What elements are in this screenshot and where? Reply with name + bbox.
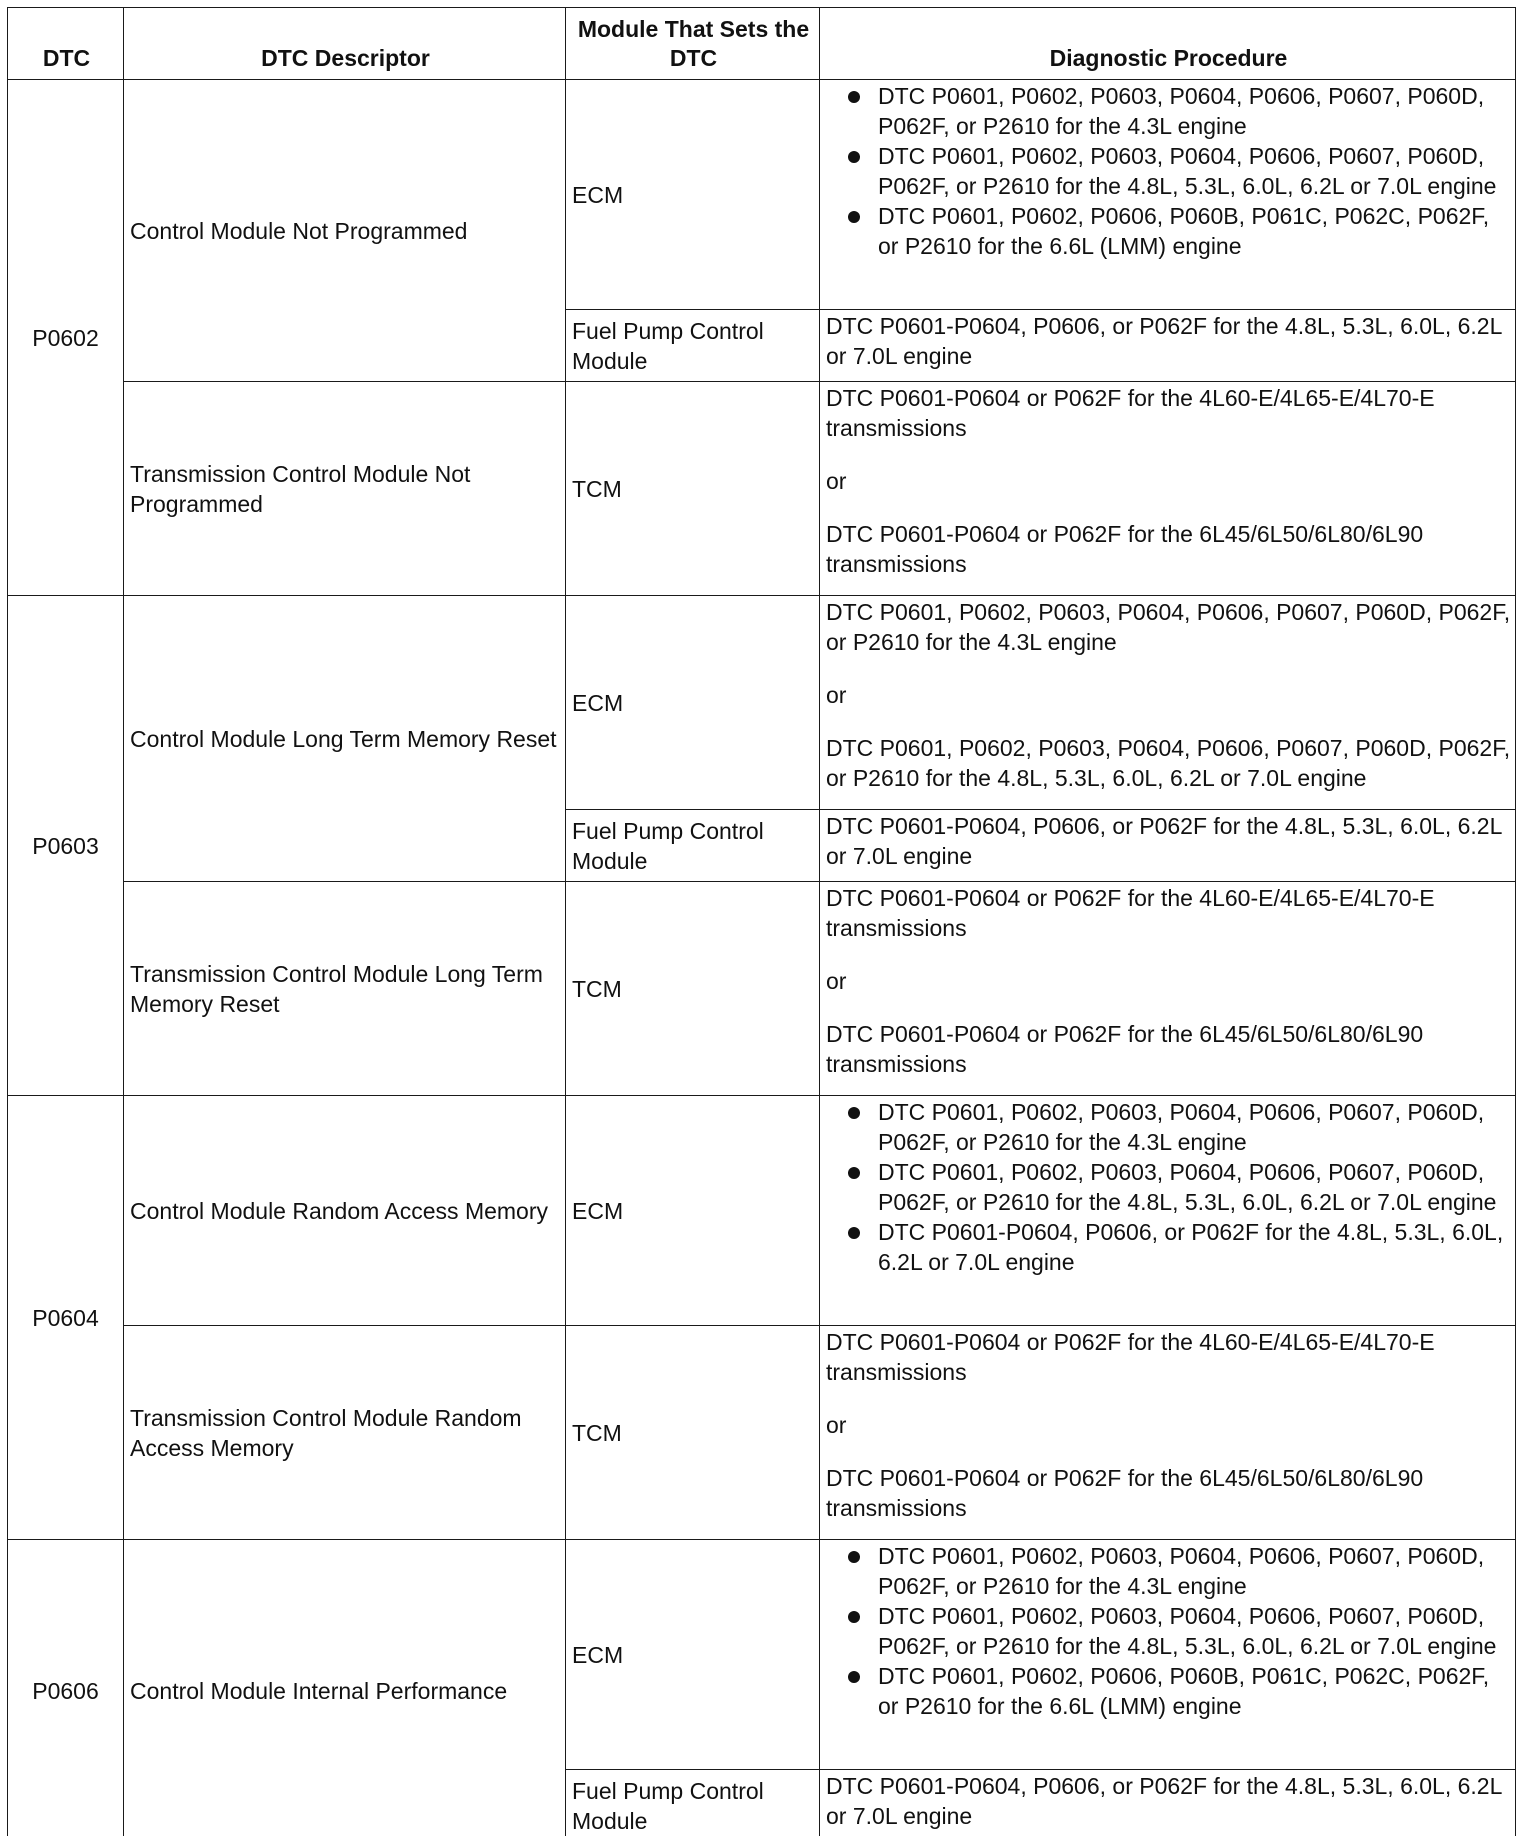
- list-item: DTC P0601, P0602, P0603, P0604, P0606, P0607, P060D, P062F, or P2610 for the 4.3L engine: [844, 1097, 1513, 1157]
- module-name: TCM: [566, 382, 820, 596]
- module-name: ECM: [566, 596, 820, 810]
- diagnostic-procedure: DTC P0601-P0604, P0606, or P062F for the 4.8L, 5.3L, 6.0L, 6.2L or 7.0L engine: [820, 310, 1516, 382]
- module-name: TCM: [566, 1326, 820, 1540]
- diagnostic-procedure: [820, 382, 1516, 596]
- procedure-text: DTC P0601, P0602, P0603, P0604, P0606, P0607, P060D, P062F, or P2610 for the 4.8L, 5.3L, 6.0L, 6.2L or 7.0L engine: [826, 735, 1511, 791]
- table-row: [8, 80, 1516, 310]
- table-row: [8, 596, 1516, 810]
- diagnostic-procedure: DTC P0601-P0604, P0606, or P062F for the 4.8L, 5.3L, 6.0L, 6.2L or 7.0L engine: [820, 1770, 1516, 1836]
- procedure-text: DTC P0601-P0604 or P062F for the 6L45/6L50/6L80/6L90 transmissions: [826, 1465, 1424, 1521]
- diagnostic-procedure: DTC P0601-P0604, P0606, or P062F for the 4.8L, 5.3L, 6.0L, 6.2L or 7.0L engine: [820, 810, 1516, 882]
- procedure-or: or: [826, 968, 847, 994]
- table-row: [8, 882, 1516, 1096]
- dtc-table: [7, 7, 1516, 1836]
- module-name: Fuel Pump Control Module: [566, 810, 820, 882]
- list-item: DTC P0601, P0602, P0603, P0604, P0606, P0607, P060D, P062F, or P2610 for the 4.8L, 5.3L, 6.0L, 6.2L or 7.0L engine: [844, 1157, 1513, 1217]
- dtc-descriptor: Control Module Long Term Memory Reset: [124, 596, 566, 882]
- dtc-descriptor: Transmission Control Module Long Term Memory Reset: [124, 882, 566, 1096]
- module-name: ECM: [566, 1540, 820, 1770]
- header-dtc: DTC: [8, 8, 124, 80]
- dtc-descriptor: Control Module Not Programmed: [124, 80, 566, 382]
- procedure-or: or: [826, 468, 847, 494]
- procedure-or: or: [826, 682, 847, 708]
- procedure-list: [826, 1097, 1513, 1277]
- procedure-list: [826, 81, 1513, 261]
- list-item: DTC P0601, P0602, P0606, P060B, P061C, P062C, P062F, or P2610 for the 6.6L (LMM) engine: [844, 201, 1513, 261]
- diagnostic-procedure: [820, 1540, 1516, 1770]
- table-row: [8, 1326, 1516, 1540]
- list-item: DTC P0601, P0602, P0603, P0604, P0606, P0607, P060D, P062F, or P2610 for the 4.3L engine: [844, 1541, 1513, 1601]
- dtc-descriptor: Control Module Random Access Memory: [124, 1096, 566, 1326]
- header-module: Module That Sets the DTC: [566, 8, 820, 80]
- procedure-text: DTC P0601-P0604 or P062F for the 6L45/6L50/6L80/6L90 transmissions: [826, 1021, 1424, 1077]
- list-item: DTC P0601, P0602, P0603, P0604, P0606, P0607, P060D, P062F, or P2610 for the 4.8L, 5.3L, 6.0L, 6.2L or 7.0L engine: [844, 141, 1513, 201]
- module-name: TCM: [566, 882, 820, 1096]
- procedure-text: DTC P0601-P0604 or P062F for the 4L60-E/4L65-E/4L70-E transmissions: [826, 1329, 1435, 1385]
- table-row: [8, 1540, 1516, 1770]
- module-name: Fuel Pump Control Module: [566, 1770, 820, 1836]
- dtc-code: P0603: [8, 596, 124, 1096]
- procedure-text: DTC P0601-P0604 or P062F for the 6L45/6L50/6L80/6L90 transmissions: [826, 521, 1424, 577]
- dtc-code: P0606: [8, 1540, 124, 1836]
- diagnostic-procedure: [820, 1326, 1516, 1540]
- diagnostic-procedure: [820, 80, 1516, 310]
- procedure-text: DTC P0601-P0604 or P062F for the 4L60-E/4L65-E/4L70-E transmissions: [826, 885, 1435, 941]
- dtc-code: P0604: [8, 1096, 124, 1540]
- diagnostic-procedure: [820, 1096, 1516, 1326]
- list-item: DTC P0601, P0602, P0606, P060B, P061C, P062C, P062F, or P2610 for the 6.6L (LMM) engine: [844, 1661, 1513, 1721]
- header-descriptor: DTC Descriptor: [124, 8, 566, 80]
- dtc-code: P0602: [8, 80, 124, 596]
- module-name: Fuel Pump Control Module: [566, 310, 820, 382]
- module-name: ECM: [566, 1096, 820, 1326]
- procedure-or: or: [826, 1412, 847, 1438]
- procedure-list: [826, 1541, 1513, 1721]
- module-name: ECM: [566, 80, 820, 310]
- procedure-text: DTC P0601-P0604 or P062F for the 4L60-E/4L65-E/4L70-E transmissions: [826, 385, 1435, 441]
- dtc-descriptor: Transmission Control Module Random Access Memory: [124, 1326, 566, 1540]
- dtc-descriptor: Control Module Internal Performance: [124, 1540, 566, 1836]
- table-row: [8, 1096, 1516, 1326]
- list-item: DTC P0601, P0602, P0603, P0604, P0606, P0607, P060D, P062F, or P2610 for the 4.8L, 5.3L, 6.0L, 6.2L or 7.0L engine: [844, 1601, 1513, 1661]
- list-item: DTC P0601, P0602, P0603, P0604, P0606, P0607, P060D, P062F, or P2610 for the 4.3L engine: [844, 81, 1513, 141]
- diagnostic-procedure: [820, 882, 1516, 1096]
- dtc-descriptor: Transmission Control Module Not Programmed: [124, 382, 566, 596]
- table-row: [8, 382, 1516, 596]
- procedure-text: DTC P0601, P0602, P0603, P0604, P0606, P0607, P060D, P062F, or P2610 for the 4.3L engine: [826, 599, 1511, 655]
- list-item: DTC P0601-P0604, P0606, or P062F for the 4.8L, 5.3L, 6.0L, 6.2L or 7.0L engine: [844, 1217, 1513, 1277]
- header-row: [8, 8, 1516, 80]
- diagnostic-procedure: [820, 596, 1516, 810]
- header-procedure: Diagnostic Procedure: [820, 8, 1516, 80]
